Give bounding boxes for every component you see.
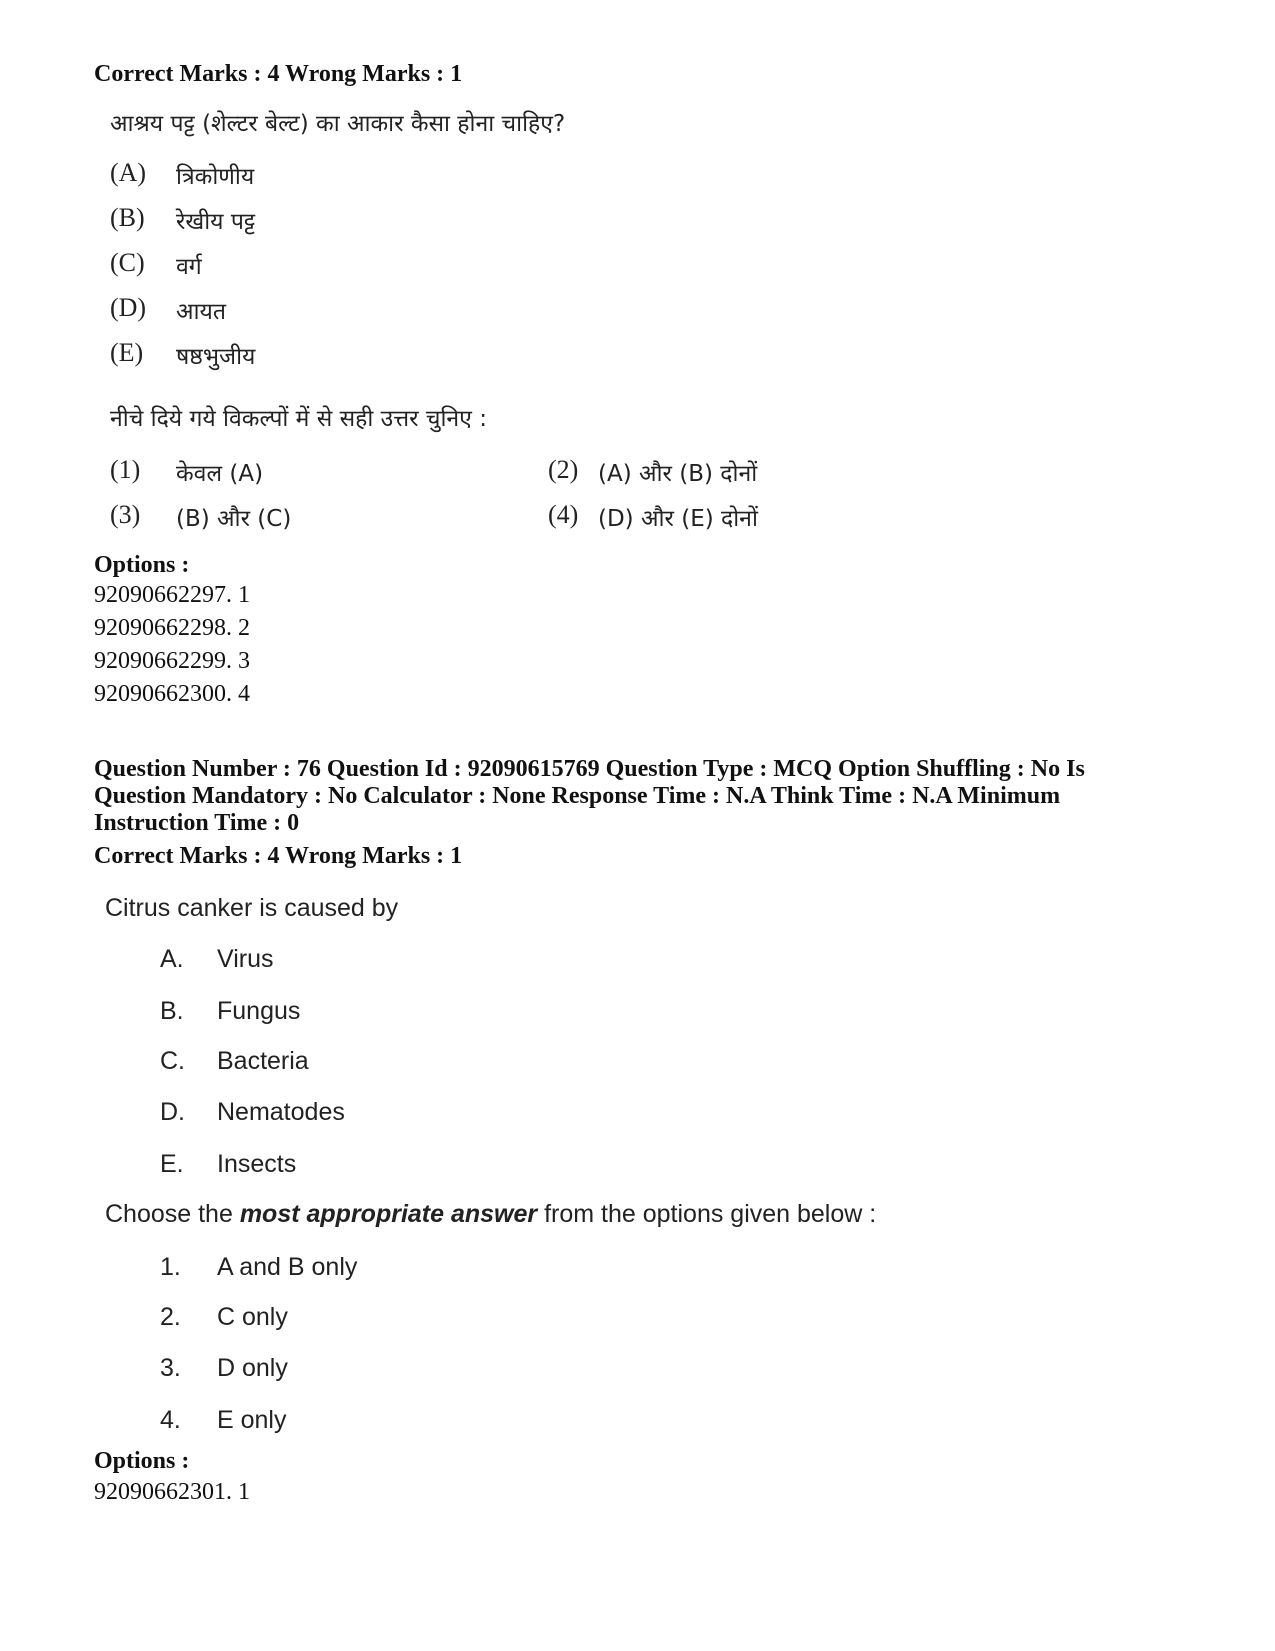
item-text: वर्ग <box>176 254 202 280</box>
choice-label: (3) <box>110 500 141 529</box>
choice-label: (1) <box>110 455 141 484</box>
choice-label: 2. <box>160 1303 181 1331</box>
q76-header-line: Instruction Time : 0 <box>94 810 300 836</box>
choice-text: A and B only <box>217 1253 358 1281</box>
q75-question-text: आश्रय पट्ट (शेल्टर बेल्ट) का आकार कैसा होना चाहिए? <box>110 111 566 137</box>
item-label: (C) <box>110 248 145 277</box>
item-text: आयत <box>176 299 226 325</box>
item-text: Virus <box>217 945 274 973</box>
item-label: (B) <box>110 203 145 232</box>
q76-question-text: Citrus canker is caused by <box>105 894 399 922</box>
q76-header-line: Question Mandatory : No Calculator : None Response Time : N.A Think Time : N.A Minimum <box>94 783 1061 809</box>
choice-text: (D) और (E) दोनों <box>598 506 758 532</box>
q75-options-heading: Options : <box>94 552 190 578</box>
choice-text: C only <box>217 1303 288 1331</box>
option-id-line: 92090662301. 1 <box>94 1479 250 1505</box>
item-label: (E) <box>110 338 144 367</box>
q75-instruction: नीचे दिये गये विकल्पों में से सही उत्तर चुनिए : <box>110 406 487 432</box>
item-text: त्रिकोणीय <box>176 164 255 190</box>
item-text: षष्ठभुजीय <box>176 344 256 370</box>
choice-label: (4) <box>548 500 579 529</box>
choice-text: D only <box>217 1354 288 1382</box>
option-id-line: 92090662298. 2 <box>94 615 250 641</box>
item-label: A. <box>160 945 184 973</box>
option-id-line: 92090662299. 3 <box>94 648 250 674</box>
item-label: (A) <box>110 158 147 187</box>
instruction-post: from the options given below : <box>537 1200 877 1228</box>
choice-label: 4. <box>160 1406 181 1434</box>
choice-text: (A) और (B) दोनों <box>598 461 758 487</box>
choice-text: केवल (A) <box>176 461 264 487</box>
q76-header-line: Question Number : 76 Question Id : 92090615769 Question Type : MCQ Option Shuffling : No Is <box>94 756 1085 782</box>
item-text: Nematodes <box>217 1098 345 1126</box>
q76-options-heading: Options : <box>94 1448 190 1474</box>
instruction-emphasis: most appropriate answer <box>239 1200 538 1228</box>
choice-label: (2) <box>548 455 579 484</box>
item-text: Insects <box>217 1150 297 1178</box>
item-label: E. <box>160 1150 184 1178</box>
item-label: C. <box>160 1047 185 1075</box>
choice-text: (B) और (C) <box>176 506 292 532</box>
item-label: D. <box>160 1098 185 1126</box>
item-text: Fungus <box>217 997 301 1025</box>
item-text: Bacteria <box>217 1047 309 1075</box>
choice-label: 3. <box>160 1354 181 1382</box>
option-id-line: 92090662297. 1 <box>94 582 250 608</box>
item-text: रेखीय पट्ट <box>176 209 256 235</box>
q76-marks: Correct Marks : 4 Wrong Marks : 1 <box>94 843 463 869</box>
choice-label: 1. <box>160 1253 181 1281</box>
q76-instruction <box>105 1200 876 1229</box>
choice-text: E only <box>217 1406 287 1434</box>
item-label: (D) <box>110 293 147 322</box>
q75-marks: Correct Marks : 4 Wrong Marks : 1 <box>94 61 463 87</box>
item-label: B. <box>160 997 184 1025</box>
instruction-pre: Choose the <box>105 1200 240 1228</box>
option-id-line: 92090662300. 4 <box>94 681 250 707</box>
